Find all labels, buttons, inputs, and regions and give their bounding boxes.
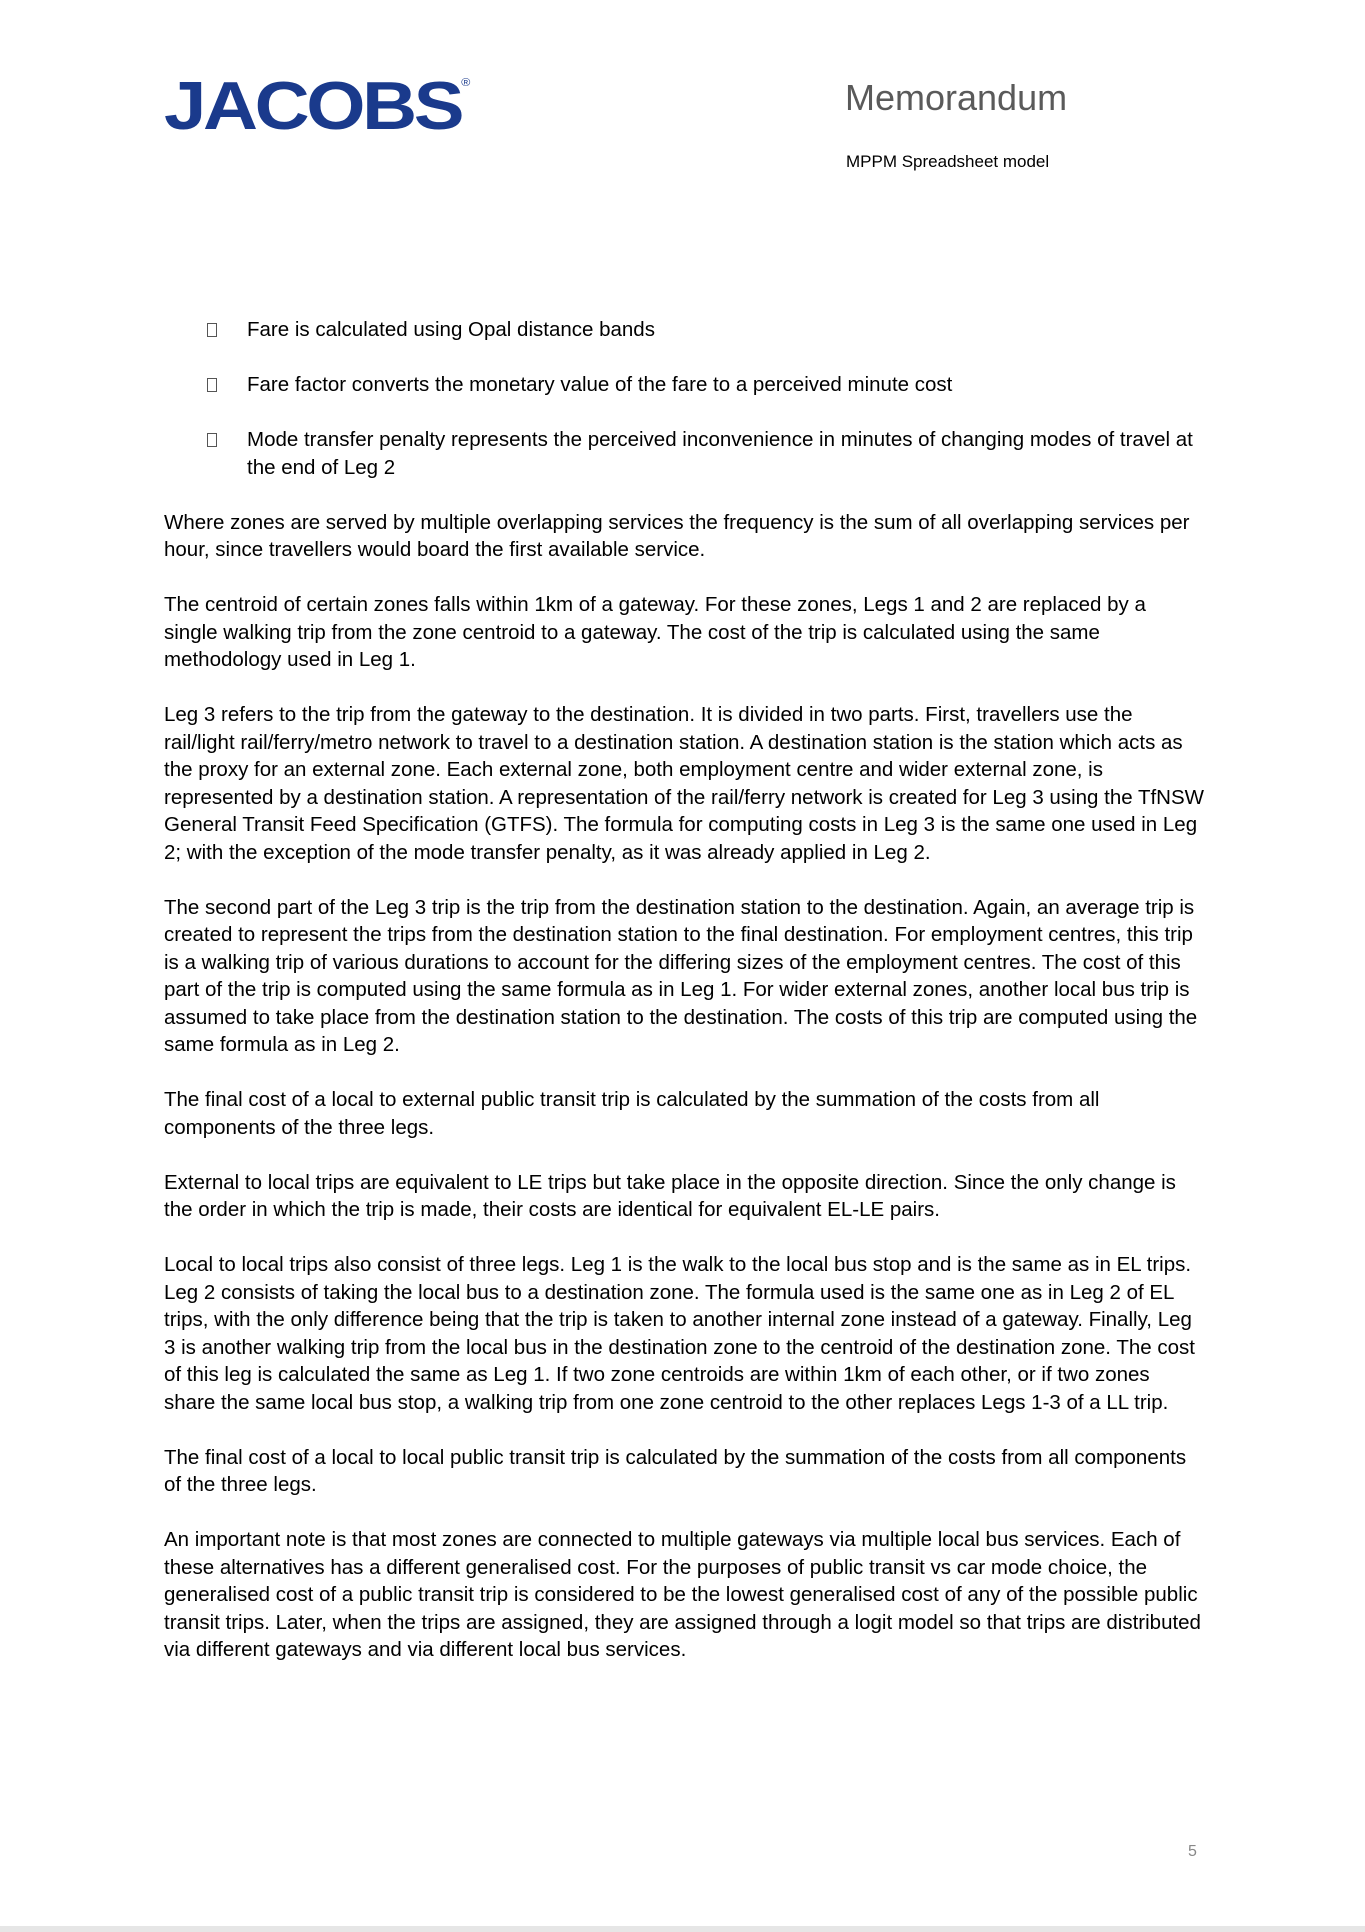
paragraph-local-local: Local to local trips also consist of three legs. Leg 1 is the walk to the local bus stop and is the same as in EL trips. Leg 2 consists of taking the local bus to a destination zone. The formula used is the same one as in Leg 2 of EL trips, with the only difference being that the trip is taken to another internal zone instead of a gateway. Finally, Leg 3 is another walking trip from the local bus in the destination zone to the centroid of the destination zone. The cost of this leg is calculated the same as Leg 1. If two zone centroids are within 1km of each other, or if two zones share the same local bus stop, a walking trip from one zone centroid to the other replaces Legs 1-3 of a LL trip. [164, 1253, 1195, 1414]
bullet-box-icon [207, 323, 217, 337]
bullet-item [164, 426, 1204, 481]
paragraph-overlapping-services: Where zones are served by multiple overlapping services the frequency is the sum of all overlapping services per hour, since travellers would board the first available service. [164, 510, 1190, 561]
memo-title: Memorandum [845, 77, 1068, 118]
jacobs-logo [164, 68, 471, 144]
paragraph-leg-3-second-part: The second part of the Leg 3 trip is the trip from the destination station to the destination. Again, an average trip is created to represent the trips from the destination station to the final destination. For employment centres, this trip is a walking trip of various durations to account for the differing sizes of the employment centres. The cost of this part of the trip is computed using the same formula as in Leg 1. For wider external zones, another local bus trip is assumed to take place from the destination station to the destination. The costs of this trip are computed using the same formula as in Leg 2. [164, 895, 1198, 1056]
page-bottom-edge [0, 1926, 1365, 1932]
paragraph-zone-centroid: The centroid of certain zones falls within 1km of a gateway. For these zones, Legs 1 and 2 are replaced by a single walking trip from the zone centroid to a gateway. The cost of the trip is calculated using the same methodology used in Leg 1. [164, 593, 1146, 671]
bullet-box-icon [207, 378, 217, 392]
memo-subtitle: MPPM Spreadsheet model [846, 152, 1050, 171]
paragraph-local-local-cost: The final cost of a local to local public transit trip is calculated by the summation of the costs from all components of the three legs. [164, 1445, 1187, 1496]
bullet-item [164, 371, 1204, 399]
registered-mark: ® [461, 77, 471, 89]
memo-body [164, 316, 1204, 1691]
bullet-list [164, 316, 1204, 481]
bullet-text: Fare factor converts the monetary value of the fare to a perceived minute cost [247, 373, 953, 396]
paragraph-important-note: An important note is that most zones are connected to multiple gateways via multiple local bus services. Each of these alternatives has a different generalised cost. For the purposes of public transit vs car mode choice, the generalised cost of a public transit trip is considered to be the lowest generalised cost of any of the possible public transit trips. Later, when the trips are assigned, they are assigned through a logit model so that trips are distributed via different gateways and via different local bus services. [164, 1528, 1201, 1661]
bullet-box-icon [207, 433, 217, 447]
bullet-text: Fare is calculated using Opal distance bands [247, 318, 655, 341]
bullet-text: Mode transfer penalty represents the perceived inconvenience in minutes of changing modes of travel at the end of Leg 2 [247, 428, 1193, 479]
paragraph-external-local: External to local trips are equivalent to LE trips but take place in the opposite direction. Since the only change is the order in which the trip is made, their costs are identical for equivalent EL-LE pairs. [164, 1170, 1176, 1221]
paragraph-local-external-cost: The final cost of a local to external public transit trip is calculated by the summation of the costs from all components of the three legs. [164, 1088, 1100, 1139]
logo-text: JACOBS [164, 68, 462, 144]
bullet-item [164, 316, 1204, 344]
page-number: 5 [1188, 1843, 1197, 1860]
paragraph-leg-3: Leg 3 refers to the trip from the gateway to the destination. It is divided in two parts. First, travellers use the rail/light rail/ferry/metro network to travel to a destination station. A destination station is the station which acts as the proxy for an external zone. Each external zone, both employment centre and wider external zone, is represented by a destination station. A representation of the rail/ferry network is created for Leg 3 using the TfNSW General Transit Feed Specification (GTFS). The formula for computing costs in Leg 3 is the same one used in Leg 2; with the exception of the mode transfer penalty, as it was already applied in Leg 2. [164, 703, 1204, 864]
